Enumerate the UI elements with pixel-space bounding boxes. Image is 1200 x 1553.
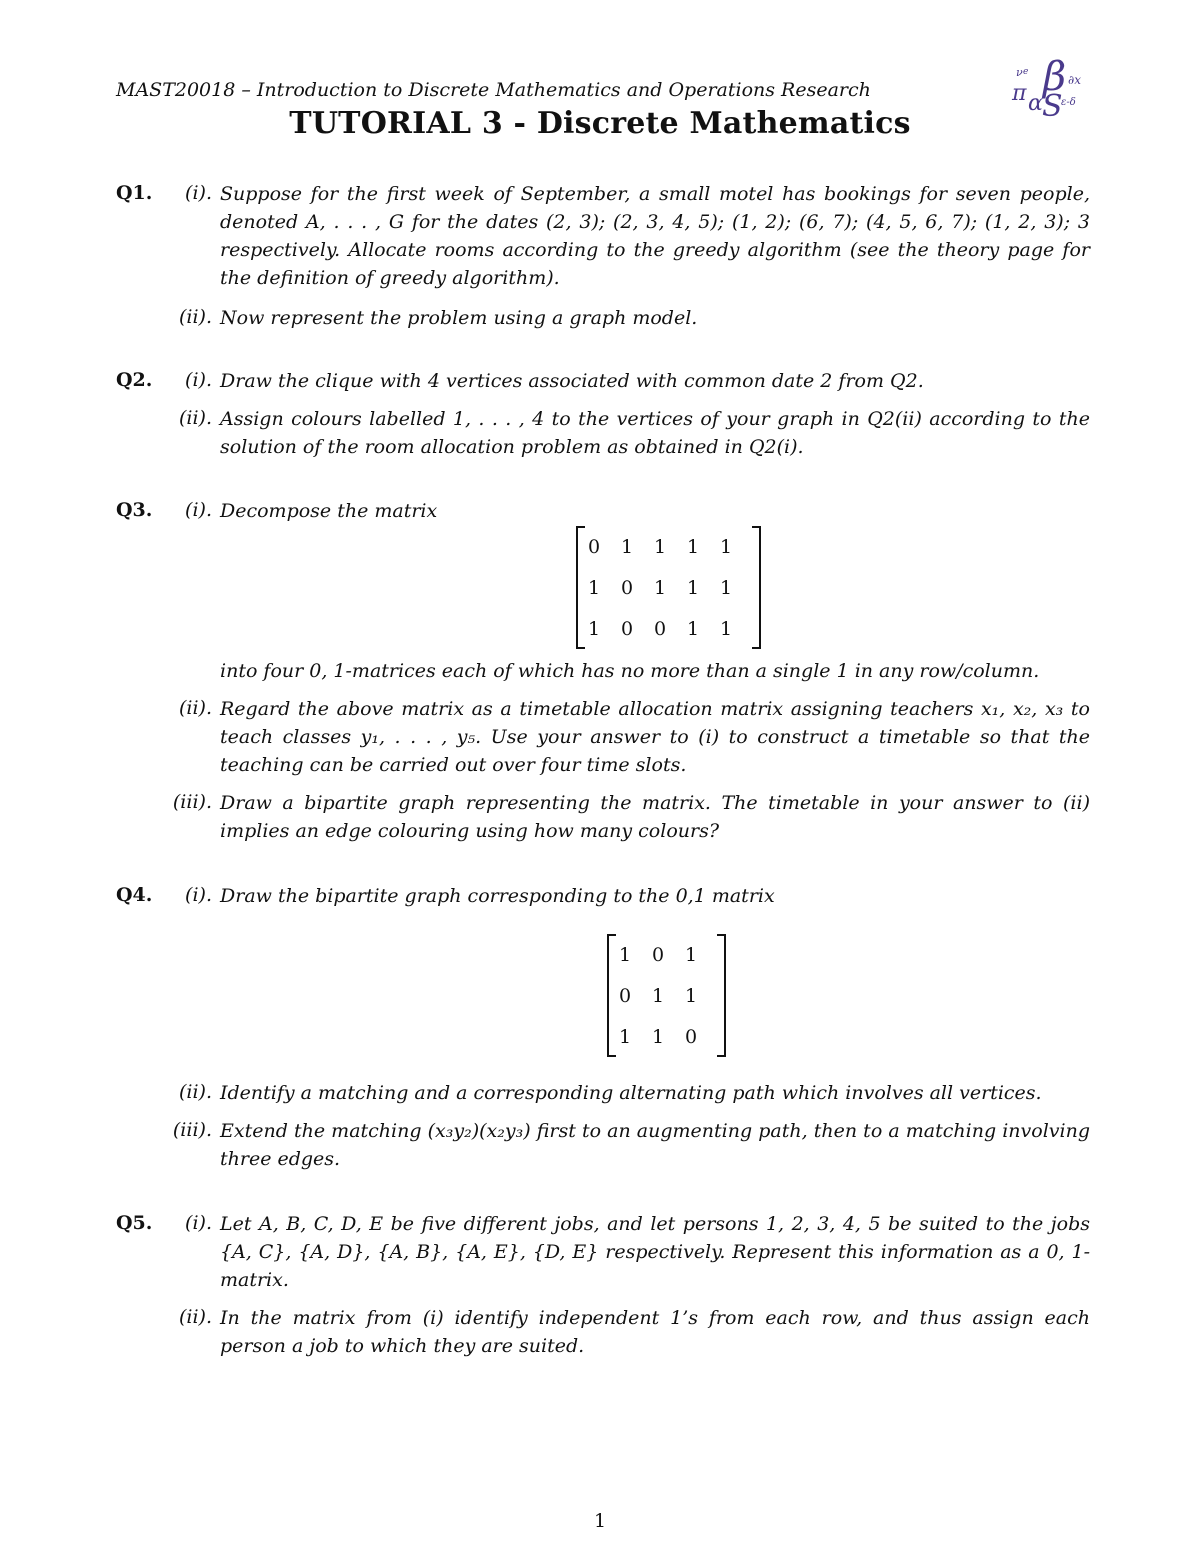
part-text-q4-iii: Extend the matching (x₃y₂)(x₂y₃) first to an augmenting path, then to a matching involving three edges. xyxy=(220,1120,1090,1170)
question-label-q5: Q5. xyxy=(116,1212,153,1234)
question-label-q1: Q1. xyxy=(116,182,153,204)
matrix-cell: 1 xyxy=(619,943,632,966)
matrix-cell: 1 xyxy=(588,576,601,599)
svg-text:S: S xyxy=(1042,89,1063,122)
matrix-cell: 0 xyxy=(621,617,634,640)
matrix-cell: 1 xyxy=(687,617,700,640)
matrix-cell: 1 xyxy=(654,535,667,558)
matrix-cell: 1 xyxy=(652,984,665,1007)
matrix-cell: 1 xyxy=(685,943,698,966)
matrix-cell: 1 xyxy=(621,535,634,558)
part-label-q2-ii: (ii). xyxy=(178,407,212,429)
part-text-q3-i-continued: into four 0, 1-matrices each of which has no more than a single 1 in any row/column. xyxy=(220,660,1040,682)
matrix-cell: 1 xyxy=(588,617,601,640)
matrix-cell: 1 xyxy=(720,576,733,599)
matrix-cell: 1 xyxy=(619,1025,632,1048)
part-text-q2-ii: Assign colours labelled 1, . . . , 4 to the vertices of your graph in Q2(ii) according to the solution of the room allocation problem as obtained in Q2(i). xyxy=(220,408,1090,458)
matrix-right-bracket xyxy=(717,934,726,1057)
matrix-cell: 1 xyxy=(687,576,700,599)
part-text-q5-i: Let A, B, C, D, E be five different jobs, and let persons 1, 2, 3, 4, 5 be suited to the jobs {A, C}, {A, D}, {A, B}, {A, E}, {D, E} respectively. Represent this information as a 0, 1-matrix. xyxy=(220,1213,1090,1291)
matrix-cell: 1 xyxy=(687,535,700,558)
svg-text:∂x: ∂x xyxy=(1068,73,1081,87)
matrix-cell: 0 xyxy=(652,943,665,966)
part-text-q2-i: Draw the clique with 4 vertices associated with common date 2 from Q2. xyxy=(220,370,924,392)
matrix-cell: 1 xyxy=(720,535,733,558)
question-label-q3: Q3. xyxy=(116,499,153,521)
svg-text:π: π xyxy=(1012,81,1027,106)
part-label-q4-i: (i). xyxy=(185,884,212,906)
matrix-right-bracket xyxy=(752,526,761,649)
part-label-q2-i: (i). xyxy=(185,369,212,391)
svg-text:α: α xyxy=(1028,91,1043,116)
course-header: MAST20018 – Introduction to Discrete Mathematics and Operations Research xyxy=(116,79,871,101)
matrix-cell: 1 xyxy=(652,1025,665,1048)
page-title: TUTORIAL 3 - Discrete Mathematics xyxy=(289,106,911,141)
part-label-q3-i: (i). xyxy=(185,499,212,521)
part-label-q1-i: (i). xyxy=(185,182,212,204)
matrix-left-bracket xyxy=(576,526,585,649)
matrix-cell: 0 xyxy=(685,1025,698,1048)
matrix-cell: 0 xyxy=(588,535,601,558)
part-text-q3-iii: Draw a bipartite graph representing the matrix. The timetable in your answer to (ii) implies an edge colouring using how many colours? xyxy=(220,792,1090,842)
matrix-cell: 0 xyxy=(619,984,632,1007)
part-label-q3-iii: (iii). xyxy=(172,791,212,813)
matrix-left-bracket xyxy=(607,934,616,1057)
matrix-cell: 1 xyxy=(720,617,733,640)
svg-text:β: β xyxy=(1043,58,1067,100)
matrix-cell: 1 xyxy=(685,984,698,1007)
question-label-q2: Q2. xyxy=(116,369,153,391)
page-number: 1 xyxy=(593,1510,607,1532)
svg-text:ε-δ: ε-δ xyxy=(1061,97,1076,108)
part-label-q1-ii: (ii). xyxy=(178,306,212,328)
part-text-q1-ii: Now represent the problem using a graph model. xyxy=(220,307,698,329)
part-text-q5-ii: In the matrix from (i) identify independent 1’s from each row, and thus assign each person a job to which they are suited. xyxy=(220,1307,1090,1357)
part-label-q4-ii: (ii). xyxy=(178,1081,212,1103)
matrix-q4 xyxy=(607,934,726,1057)
matrix-cell: 0 xyxy=(621,576,634,599)
part-label-q5-i: (i). xyxy=(185,1212,212,1234)
part-label-q3-ii: (ii). xyxy=(178,697,212,719)
part-text-q3-ii: Regard the above matrix as a timetable allocation matrix assigning teachers x₁, x₂, x₃ to teach classes y₁, . . . , y₅. Use your answer to (i) to construct a timetable so that the teaching can be carried out over four time slots. xyxy=(220,698,1090,776)
question-label-q4: Q4. xyxy=(116,884,153,906)
matrix-q3 xyxy=(576,526,761,649)
part-text-q3-i: Decompose the matrix xyxy=(220,500,438,522)
svg-text:e: e xyxy=(1023,67,1029,77)
part-text-q4-ii: Identify a matching and a corresponding alternating path which involves all vertices. xyxy=(220,1082,1042,1104)
svg-text:ν: ν xyxy=(1016,66,1023,79)
matrix-cell: 1 xyxy=(654,576,667,599)
part-label-q5-ii: (ii). xyxy=(178,1306,212,1328)
part-text-q4-i: Draw the bipartite graph corresponding to the 0,1 matrix xyxy=(220,885,775,907)
matrix-cell: 0 xyxy=(654,617,667,640)
part-label-q4-iii: (iii). xyxy=(172,1119,212,1141)
part-text-q1-i: Suppose for the first week of September, a small motel has bookings for seven people, denoted A, . . . , G for the dates (2, 3); (2, 3, 4, 5); (1, 2); (6, 7); (4, 5, 6, 7); (1, 2, 3); 3 respectively. Allocate rooms according to the greedy algorithm (see the theory page for the definition of greedy algorithm). xyxy=(220,183,1090,289)
